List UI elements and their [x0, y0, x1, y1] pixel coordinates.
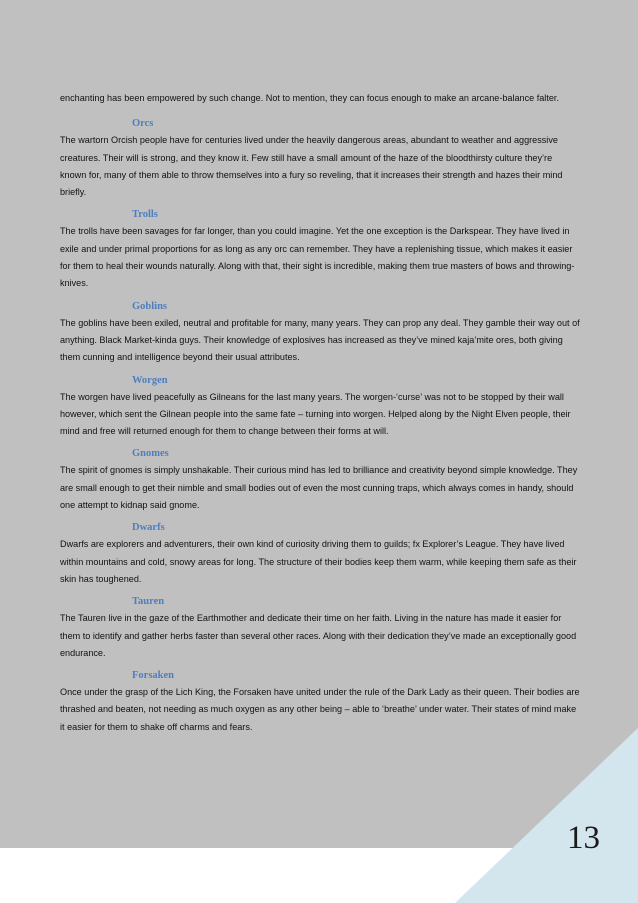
- section-body: The spirit of gnomes is simply unshakable. Their curious mind has led to brilliance and creativity beyond simple knowledge. They are small enough to get their nimble and small bodies out of even the most cunning traps, which always comes in handy, should one attempt to kidnap said gnome.: [60, 465, 578, 511]
- section-gnomes: [60, 445, 580, 514]
- section-heading: Goblins: [132, 300, 168, 312]
- section-tauren: [60, 593, 580, 662]
- section-body: The worgen have lived peacefully as Gilneans for the last many years. The worgen-‘curse’ was not to be stopped by their wall however, which sent the Gilnean people into the same fate – turning into worgen. Helped along by the Night Elven people, their mind and free will returned enough for them to change between their forms at will.: [60, 391, 571, 437]
- section-body: The trolls have been savages for far longer, than you could imagine. Yet the one exception is the Darkspear. They have lived in exile and under primal proportions for as long as any orc can remember. They have a replenishing tissue, which makes it easier for them to heal their wounds naturally. Along with that, their sight is incredible, making them true masters of bows and throwing-knives.: [60, 226, 575, 289]
- section-heading: Forsaken: [132, 670, 174, 682]
- section-heading: Dwarfs: [132, 522, 165, 534]
- section-body: The goblins have been exiled, neutral and profitable for many, many years. They can prop any deal. They gamble their way out of anything. Black Market-kinda guys. Their knowledge of explosives has increased as they’ve mined kaja’mite ores, both giving them cunning and intelligence beyond their usual attributes.: [60, 317, 580, 363]
- section-body: Once under the grasp of the Lich King, the Forsaken have united under the rule of the Dark Lady as their queen. Their bodies are thrashed and beaten, not needing as much oxygen as any other being – able to ‘breathe’ under water. Their states of mind make it easier for them to shake off charms and fears.: [60, 687, 580, 732]
- section-worgen: [60, 372, 580, 441]
- intro-paragraph: enchanting has been empowered by such change. Not to mention, they can focus enough to make an arcane-balance falter.: [60, 93, 559, 103]
- section-heading: Orcs: [132, 118, 154, 130]
- section-heading: Trolls: [132, 209, 158, 221]
- section-goblins: [60, 298, 580, 367]
- section-heading: Gnomes: [132, 448, 169, 460]
- section-body: Dwarfs are explorers and adventurers, their own kind of curiosity driving them to guilds; fx Explorer’s League. They have lived within mountains and cold, snowy areas for long. The structure of their bodies keep them warm, while keeping them safe as their skin has toughened.: [60, 539, 577, 584]
- document-body: [60, 90, 580, 741]
- section-dwarfs: [60, 519, 580, 588]
- section-body: The Tauren live in the gaze of the Earthmother and dedicate their time on her faith. Living in the nature has made it easier for them to identify and gather herbs faster than several other races. Along with their dedication they’ve made an exceptionally good endurance.: [60, 613, 577, 658]
- section-heading: Tauren: [132, 596, 165, 608]
- section-heading: Worgen: [132, 374, 168, 386]
- section-body: The wartorn Orcish people have for centuries lived under the heavily dangerous areas, abundant to weather and aggressive creatures. Their will is strong, and they know it. Few still have a small amount of the haze of the bloodthirsty culture they’re known for, many of them able to throw themselves into a fury so reveling, that it increases their strength and hazes their mind briefly.: [60, 135, 563, 198]
- section-orcs: [60, 115, 580, 201]
- section-forsaken: [60, 667, 580, 736]
- section-trolls: [60, 206, 580, 292]
- page-number: 13: [567, 820, 600, 856]
